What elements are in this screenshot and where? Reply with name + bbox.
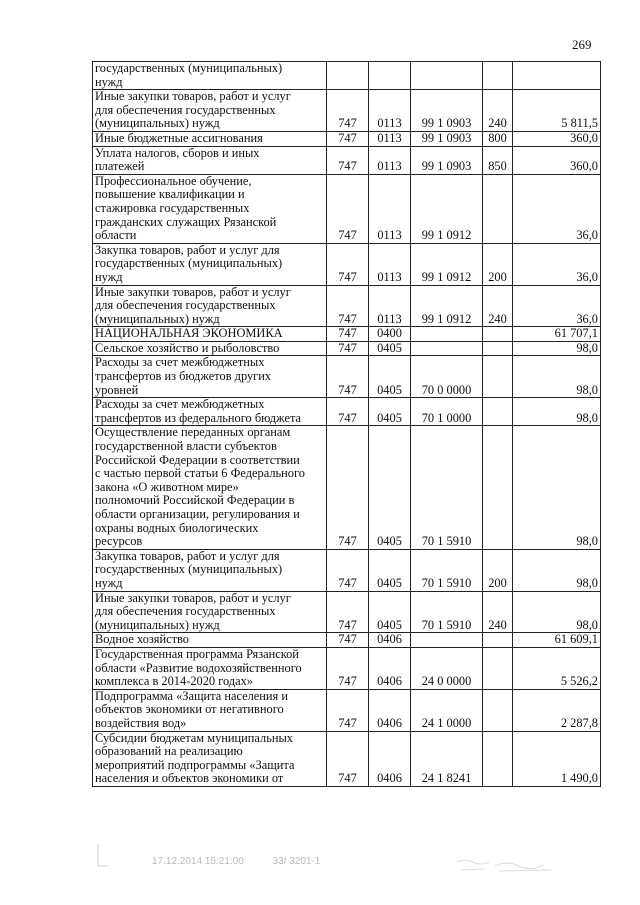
section-code-cell: 0405 [369, 591, 411, 633]
section-code-cell: 0405 [369, 356, 411, 398]
amount-cell: 98,0 [513, 426, 601, 549]
table-row [93, 174, 601, 243]
section-code-cell: 0405 [369, 341, 411, 356]
footer-timestamp: 17.12.2014 15:21:00 [152, 856, 244, 867]
item-name-cell [93, 689, 327, 731]
ministry-code-cell: 747 [327, 398, 369, 426]
target-article-cell: 99 1 0903 [411, 131, 483, 146]
amount-cell: 36,0 [513, 174, 601, 243]
section-code-cell: 0400 [369, 327, 411, 342]
ministry-code-cell [327, 62, 369, 90]
table-row [93, 426, 601, 549]
item-name-line: (муниципальных) нужд [95, 617, 220, 632]
item-name-line: гражданских служащих Рязанской [95, 214, 277, 229]
ministry-code-cell: 747 [327, 243, 369, 285]
item-name-line: повышение квалификации и [95, 187, 245, 202]
item-name-line: Уплата налогов, сборов и иных [95, 145, 260, 160]
expense-type-cell: 200 [483, 243, 513, 285]
item-name-line: Иные закупки товаров, работ и услуг [95, 284, 291, 299]
item-name-cell [93, 243, 327, 285]
item-name-line: государственных (муниципальных) [95, 61, 283, 75]
item-name-cell [93, 327, 327, 342]
item-name-cell [93, 731, 327, 786]
section-code-cell [369, 62, 411, 90]
amount-cell: 98,0 [513, 341, 601, 356]
target-article-cell: 99 1 0912 [411, 243, 483, 285]
table-row [93, 731, 601, 786]
ministry-code-cell: 747 [327, 146, 369, 174]
item-name-line: НАЦИОНАЛЬНАЯ ЭКОНОМИКА [95, 326, 283, 341]
amount-cell: 98,0 [513, 356, 601, 398]
section-code-cell: 0406 [369, 633, 411, 648]
item-name-line: полномочий Российской Федерации в [95, 493, 295, 508]
table-row [93, 243, 601, 285]
item-name-line: Водное хозяйство [95, 632, 190, 647]
item-name-line: охраны водных биологических [95, 520, 259, 535]
amount-cell: 5 526,2 [513, 647, 601, 689]
ministry-code-cell: 747 [327, 356, 369, 398]
item-name-line: с частью первой статьи 6 Федерального [95, 466, 305, 481]
item-name-line: области организации, регулирования и [95, 507, 300, 521]
item-name-line: Иные закупки товаров, работ и услуг [95, 89, 291, 104]
table-row [93, 633, 601, 648]
section-code-cell: 0406 [369, 689, 411, 731]
expense-type-cell [483, 731, 513, 786]
target-article-cell [411, 62, 483, 90]
ministry-code-cell: 747 [327, 633, 369, 648]
expense-type-cell: 850 [483, 146, 513, 174]
target-article-cell: 70 0 0000 [411, 356, 483, 398]
amount-cell: 61 707,1 [513, 327, 601, 342]
table-row [93, 398, 601, 426]
target-article-cell: 70 1 5910 [411, 426, 483, 549]
ministry-code-cell: 747 [327, 689, 369, 731]
amount-cell: 1 490,0 [513, 731, 601, 786]
budget-table [92, 61, 601, 787]
item-name-cell [93, 647, 327, 689]
item-name-line: Сельское хозяйство и рыболовство [95, 340, 280, 355]
section-code-cell: 0405 [369, 549, 411, 591]
expense-type-cell [483, 633, 513, 648]
item-name-cell [93, 131, 327, 146]
item-name-line: Российской Федерации в соответствии [95, 452, 300, 467]
expense-type-cell: 240 [483, 90, 513, 132]
table-row [93, 549, 601, 591]
section-code-cell: 0113 [369, 243, 411, 285]
expense-type-cell [483, 689, 513, 731]
item-name-line: трансфертов из федерального бюджета [95, 410, 302, 425]
item-name-cell [93, 146, 327, 174]
ministry-code-cell: 747 [327, 131, 369, 146]
target-article-cell: 70 1 5910 [411, 591, 483, 633]
target-article-cell: 24 1 0000 [411, 689, 483, 731]
target-article-cell: 99 1 0903 [411, 146, 483, 174]
table-row [93, 146, 601, 174]
amount-cell: 98,0 [513, 398, 601, 426]
item-name-line: (муниципальных) нужд [95, 311, 220, 326]
item-name-cell [93, 341, 327, 356]
item-name-cell [93, 62, 327, 90]
expense-type-cell [483, 398, 513, 426]
item-name-line: Расходы за счет межбюджетных [95, 355, 265, 370]
budget-table-body [93, 62, 601, 787]
item-name-line: платежей [95, 159, 145, 174]
item-name-line: нужд [95, 269, 123, 284]
page-number: 269 [572, 37, 592, 52]
target-article-cell [411, 633, 483, 648]
section-code-cell: 0113 [369, 131, 411, 146]
table-row [93, 591, 601, 633]
item-name-line: для обеспечения государственных [95, 298, 276, 313]
table-row [93, 647, 601, 689]
ministry-code-cell: 747 [327, 647, 369, 689]
item-name-line: Иные бюджетные ассигнования [95, 130, 263, 145]
item-name-cell [93, 549, 327, 591]
item-name-line: закона «О животном мире» [95, 479, 239, 494]
item-name-line: населения и объектов экономики от [95, 771, 284, 786]
item-name-cell [93, 90, 327, 132]
document-footer [96, 856, 320, 867]
footer-code: 33/ 3201-1 [272, 856, 321, 867]
item-name-line: Закупка товаров, работ и услуг для [95, 548, 280, 563]
item-name-cell [93, 398, 327, 426]
item-name-line: Иные закупки товаров, работ и услуг [95, 590, 291, 605]
faint-stamp-icon [455, 856, 555, 874]
ministry-code-cell: 747 [327, 341, 369, 356]
item-name-line: Субсидии бюджетам муниципальных [95, 730, 294, 745]
ministry-code-cell: 747 [327, 549, 369, 591]
expense-type-cell [483, 647, 513, 689]
item-name-line: области [95, 228, 137, 243]
item-name-cell [93, 426, 327, 549]
item-name-line: объектов экономики от негативного [95, 702, 284, 717]
amount-cell [513, 62, 601, 90]
target-article-cell: 70 1 5910 [411, 549, 483, 591]
item-name-line: Закупка товаров, работ и услуг для [95, 242, 280, 257]
item-name-line: ресурсов [95, 534, 143, 549]
target-article-cell: 99 1 0912 [411, 174, 483, 243]
expense-type-cell: 200 [483, 549, 513, 591]
section-code-cell: 0113 [369, 90, 411, 132]
ministry-code-cell: 747 [327, 591, 369, 633]
ministry-code-cell: 747 [327, 174, 369, 243]
item-name-cell [93, 174, 327, 243]
section-code-cell: 0406 [369, 647, 411, 689]
amount-cell: 98,0 [513, 591, 601, 633]
table-row [93, 689, 601, 731]
target-article-cell [411, 327, 483, 342]
item-name-cell [93, 285, 327, 327]
expense-type-cell: 800 [483, 131, 513, 146]
table-row [93, 356, 601, 398]
amount-cell: 360,0 [513, 146, 601, 174]
section-code-cell: 0405 [369, 426, 411, 549]
section-code-cell: 0405 [369, 398, 411, 426]
table-row [93, 131, 601, 146]
expense-type-cell [483, 341, 513, 356]
table-row [93, 285, 601, 327]
item-name-line: уровней [95, 382, 139, 397]
ministry-code-cell: 747 [327, 426, 369, 549]
item-name-cell [93, 591, 327, 633]
amount-cell: 36,0 [513, 243, 601, 285]
item-name-line: государственной власти субъектов [95, 439, 277, 454]
item-name-line: Осуществление переданных органам [95, 425, 291, 440]
section-code-cell: 0113 [369, 146, 411, 174]
item-name-line: воздействия вод» [95, 715, 187, 730]
ministry-code-cell: 747 [327, 90, 369, 132]
amount-cell: 36,0 [513, 285, 601, 327]
item-name-line: нужд [95, 74, 123, 89]
expense-type-cell [483, 174, 513, 243]
target-article-cell: 70 1 0000 [411, 398, 483, 426]
item-name-line: государственных (муниципальных) [95, 256, 283, 271]
section-code-cell: 0113 [369, 285, 411, 327]
item-name-cell [93, 633, 327, 648]
target-article-cell: 24 0 0000 [411, 647, 483, 689]
expense-type-cell [483, 356, 513, 398]
item-name-line: трансфертов из бюджетов других [95, 369, 272, 384]
target-article-cell: 99 1 0912 [411, 285, 483, 327]
item-name-line: стажировка государственных [95, 200, 250, 215]
expense-type-cell [483, 426, 513, 549]
item-name-line: комплекса в 2014-2020 годах» [95, 674, 254, 689]
table-row [93, 62, 601, 90]
table-row [93, 327, 601, 342]
item-name-line: Подпрограмма «Защита населения и [95, 688, 288, 703]
item-name-line: для обеспечения государственных [95, 604, 276, 619]
item-name-line: Государственная программа Рязанской [95, 646, 299, 661]
amount-cell: 98,0 [513, 549, 601, 591]
table-row [93, 341, 601, 356]
item-name-line: области «Развитие водохозяйственного [95, 660, 302, 675]
item-name-line: (муниципальных) нужд [95, 116, 220, 131]
expense-type-cell [483, 62, 513, 90]
section-code-cell: 0113 [369, 174, 411, 243]
amount-cell: 5 811,5 [513, 90, 601, 132]
ministry-code-cell: 747 [327, 327, 369, 342]
item-name-line: нужд [95, 575, 123, 590]
expense-type-cell [483, 327, 513, 342]
amount-cell: 61 609,1 [513, 633, 601, 648]
item-name-line: мероприятий подпрограммы «Защита [95, 757, 295, 772]
item-name-line: для обеспечения государственных [95, 102, 276, 117]
expense-type-cell: 240 [483, 591, 513, 633]
item-name-line: образований на реализацию [95, 744, 243, 759]
target-article-cell [411, 341, 483, 356]
item-name-line: Профессиональное обучение, [95, 173, 252, 188]
target-article-cell: 99 1 0903 [411, 90, 483, 132]
ministry-code-cell: 747 [327, 731, 369, 786]
item-name-line: государственных (муниципальных) [95, 562, 283, 577]
item-name-line: Расходы за счет межбюджетных [95, 397, 265, 412]
item-name-cell [93, 356, 327, 398]
amount-cell: 2 287,8 [513, 689, 601, 731]
target-article-cell: 24 1 8241 [411, 731, 483, 786]
expense-type-cell: 240 [483, 285, 513, 327]
section-code-cell: 0406 [369, 731, 411, 786]
amount-cell: 360,0 [513, 131, 601, 146]
ministry-code-cell: 747 [327, 285, 369, 327]
table-row [93, 90, 601, 132]
